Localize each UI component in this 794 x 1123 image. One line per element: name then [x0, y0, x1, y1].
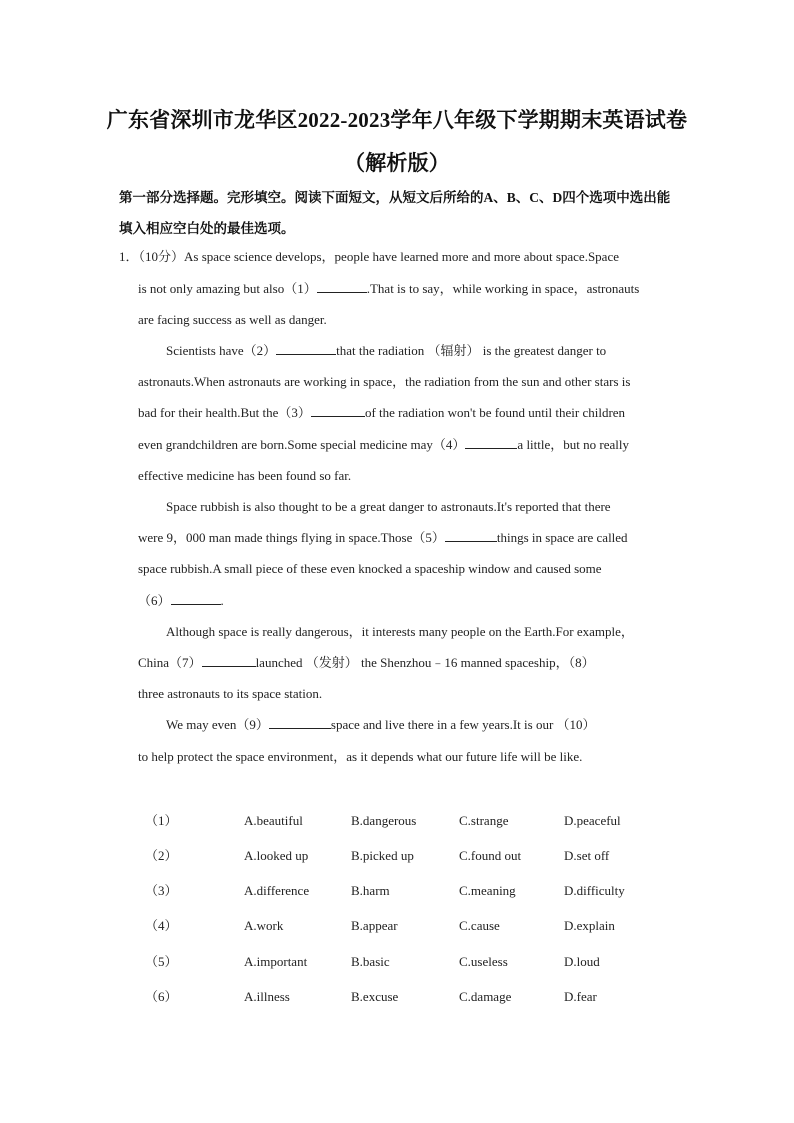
- option-a[interactable]: A.difference: [244, 883, 310, 898]
- passage-line: astronauts.When astronauts are working in space，the radiation from the sun and other stars is: [138, 374, 631, 389]
- option-d[interactable]: D.peaceful: [564, 813, 621, 828]
- passage-text: .: [220, 593, 224, 608]
- option-d[interactable]: D.explain: [564, 918, 615, 933]
- option-number: （3）: [145, 883, 178, 898]
- option-b[interactable]: B.harm: [351, 883, 390, 898]
- option-d[interactable]: D.loud: [564, 954, 600, 969]
- passage-text: were 9，000 man made things flying in space.Those（5）: [138, 530, 445, 545]
- passage-text: space and live there in a few years.It is our （10）: [330, 717, 596, 732]
- passage-line: space rubbish.A small piece of these even knocked a spaceship window and caused some: [138, 561, 602, 576]
- blank-6: [171, 592, 221, 605]
- passage-line: Although space is really dangerous，it interests many people on the Earth.For example，: [166, 624, 634, 639]
- blank-7: [202, 654, 256, 667]
- option-c[interactable]: C.cause: [459, 918, 500, 933]
- option-number: （6）: [145, 989, 178, 1004]
- option-number: （5）: [145, 954, 178, 969]
- blank-1: [317, 280, 367, 293]
- passage-text: launched （发射） the Shenzhou﹣16 manned spaceship，（8）: [255, 655, 595, 670]
- passage-line: Space rubbish is also thought to be a great danger to astronauts.It's reported that there: [166, 499, 611, 514]
- option-number: （2）: [145, 848, 178, 863]
- passage-text: is not only amazing but also（1）: [138, 281, 317, 296]
- option-b[interactable]: B.appear: [351, 918, 398, 933]
- passage-line: [138, 529, 628, 547]
- passage-text: China（7）: [138, 655, 202, 670]
- passage-line: are facing success as well as danger.: [138, 312, 327, 327]
- option-d[interactable]: D.fear: [564, 989, 597, 1004]
- passage-line: [166, 342, 606, 360]
- passage-line: [138, 592, 224, 610]
- option-c[interactable]: C.meaning: [459, 883, 516, 898]
- passage-text: bad for their health.But the（3）: [138, 405, 311, 420]
- document-title: 广东省深圳市龙华区2022-2023学年八年级下学期期末英语试卷: [106, 108, 688, 132]
- option-a[interactable]: A.beautiful: [244, 813, 303, 828]
- question-number: 1．: [119, 249, 139, 264]
- question-header-line: [119, 248, 619, 266]
- option-a[interactable]: A.looked up: [244, 848, 309, 863]
- passage-text: As space science develops，people have learned more and more about space.Space: [184, 249, 619, 264]
- passage-line: three astronauts to its space station.: [138, 686, 323, 701]
- section-instructions: 第一部分选择题。完形填空。阅读下面短文，从短文后所给的A、B、C、D四个选项中选出能填入相应空白处的最佳选项。: [119, 190, 671, 236]
- passage-text: a little，but no really: [517, 437, 629, 452]
- passage-line: to help protect the space environment，as it depends what our future life will be like.: [138, 749, 583, 764]
- option-d[interactable]: D.set off: [564, 848, 610, 863]
- blank-5: [445, 529, 497, 542]
- passage-text: of the radiation won't be found until their children: [364, 405, 626, 420]
- blank-3: [311, 404, 365, 417]
- passage-line: [138, 436, 629, 454]
- passage-text: （6）: [138, 593, 171, 608]
- passage-text: Scientists have（2）: [166, 343, 277, 358]
- passage-line: effective medicine has been found so far.: [138, 468, 352, 483]
- passage-text: that the radiation （辐射） is the greatest danger to: [336, 343, 607, 358]
- passage-text: We may even（9）: [166, 717, 269, 732]
- option-a[interactable]: A.important: [244, 954, 308, 969]
- option-c[interactable]: C.strange: [459, 813, 509, 828]
- option-a[interactable]: A.work: [244, 918, 284, 933]
- option-c[interactable]: C.found out: [459, 848, 522, 863]
- option-c[interactable]: C.damage: [459, 989, 512, 1004]
- blank-4: [465, 436, 517, 449]
- option-b[interactable]: B.excuse: [351, 989, 399, 1004]
- passage-text: things in space are called: [496, 530, 628, 545]
- passage-text: .That is to say，while working in space，astronauts: [366, 281, 640, 296]
- passage-line: [166, 716, 596, 734]
- option-b[interactable]: B.dangerous: [351, 813, 417, 828]
- document-subtitle: （解析版）: [344, 151, 450, 175]
- option-c[interactable]: C.useless: [459, 954, 508, 969]
- passage-line: [138, 280, 639, 298]
- option-b[interactable]: B.picked up: [351, 848, 414, 863]
- question-points: （10分）: [138, 249, 185, 264]
- passage-line: [138, 404, 625, 422]
- passage-line: [138, 654, 595, 672]
- blank-9: [269, 716, 331, 729]
- option-b[interactable]: B.basic: [351, 954, 390, 969]
- passage-text: even grandchildren are born.Some special medicine may（4）: [138, 437, 466, 452]
- option-number: （4）: [145, 918, 178, 933]
- blank-2: [276, 342, 336, 355]
- option-a[interactable]: A.illness: [244, 989, 290, 1004]
- option-d[interactable]: D.difficulty: [564, 883, 625, 898]
- option-number: （1）: [145, 813, 178, 828]
